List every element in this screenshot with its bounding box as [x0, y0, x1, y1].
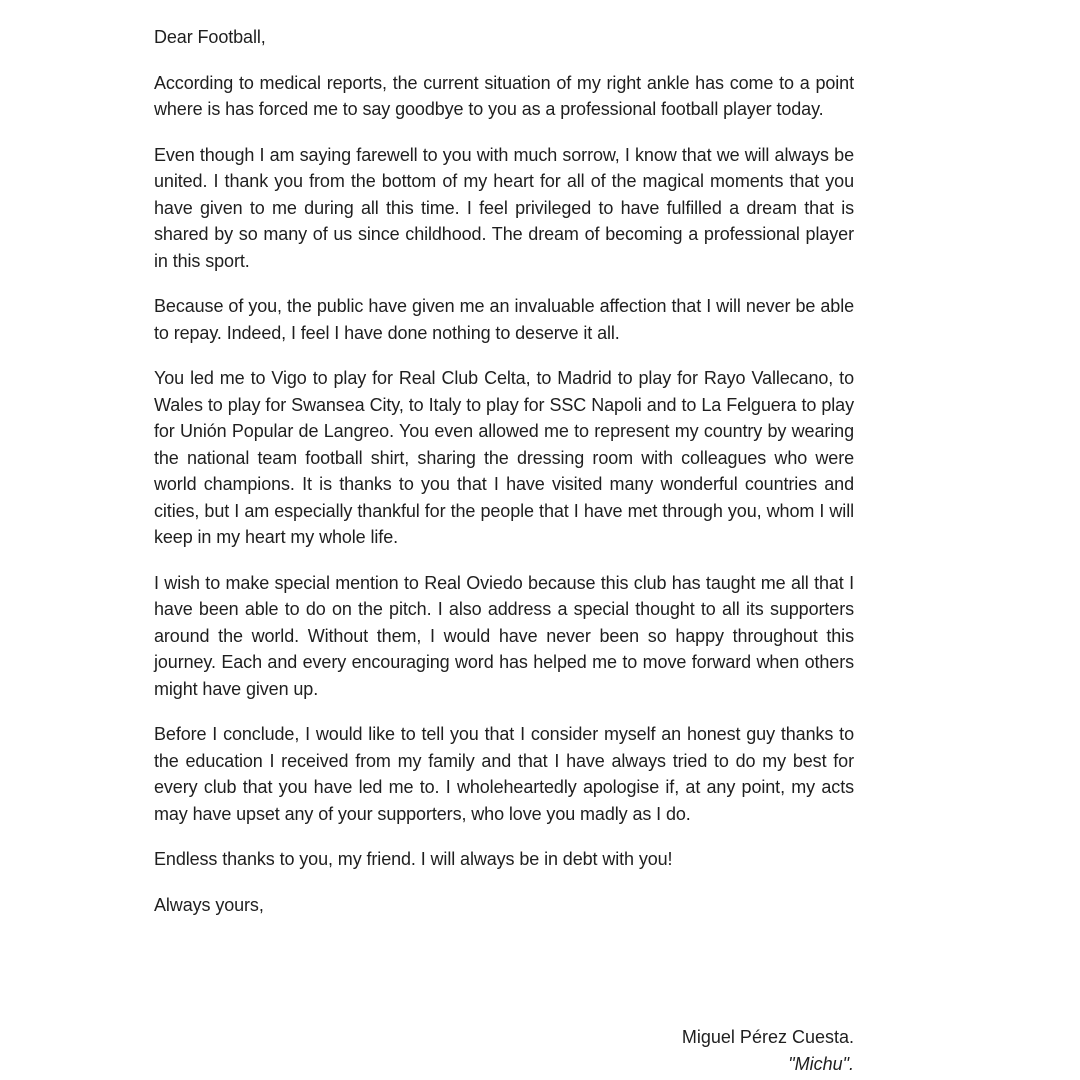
letter-body [154, 24, 854, 918]
paragraph-conclusion: Before I conclude, I would like to tell you that I consider myself an honest guy thanks to the education I received from my family and that I have always tried to do my best for every club that you have led me to. I wholeheartedly apologise if, at any point, my acts may have upset any of your supporters, who love you madly as I do. [154, 724, 854, 824]
paragraph-public-affection: Because of you, the public have given me an invaluable affection that I will never be able to repay. Indeed, I feel I have done nothing to deserve it all. [154, 296, 854, 343]
closing: Always yours, [154, 894, 264, 915]
signature-block [682, 1024, 854, 1077]
signature-name: Miguel Pérez Cuesta. [681, 1027, 854, 1047]
paragraph-real-oviedo: I wish to make special mention to Real Oviedo because this club has taught me all that I have been able to do on the pitch. I also address a special thought to all its supporters around the world. Without them, I would have never been so happy throughout this journey. Each and every encouraging word has helped me to move forward when others might have given up. [154, 572, 854, 699]
paragraph-medical-reports: According to medical reports, the current situation of my right ankle has come to a point where is has forced me to say goodbye to you as a professional football player today. [154, 72, 854, 119]
salutation: Dear Football, [154, 27, 266, 47]
signature-nickname: "Michu". [788, 1053, 854, 1074]
paragraph-farewell: Even though I am saying farewell to you with much sorrow, I know that we will always be united. I thank you from the bottom of my heart for all of the magical moments that you have given to me during all this time. I feel privileged to have fulfilled a dream that is shared by so many of us since childhood. The dream of becoming a professional player in this sport. [154, 144, 854, 271]
paragraph-career-clubs: You led me to Vigo to play for Real Club Celta, to Madrid to play for Rayo Vallecano, to Wales to play for Swansea City, to Italy to play for SSC Napoli and to La Felguera to play for Unión Popular de Langreo. You even allowed me to represent my country by wearing the national team football shirt, sharing the dressing room with colleagues who were world champions. It is thanks to you that I have visited many wonderful countries and cities, but I am especially thankful for the people that I have met through you, whom I will keep in my heart my whole life. [154, 368, 854, 547]
paragraph-thanks: Endless thanks to you, my friend. I will always be in debt with you! [154, 849, 673, 869]
